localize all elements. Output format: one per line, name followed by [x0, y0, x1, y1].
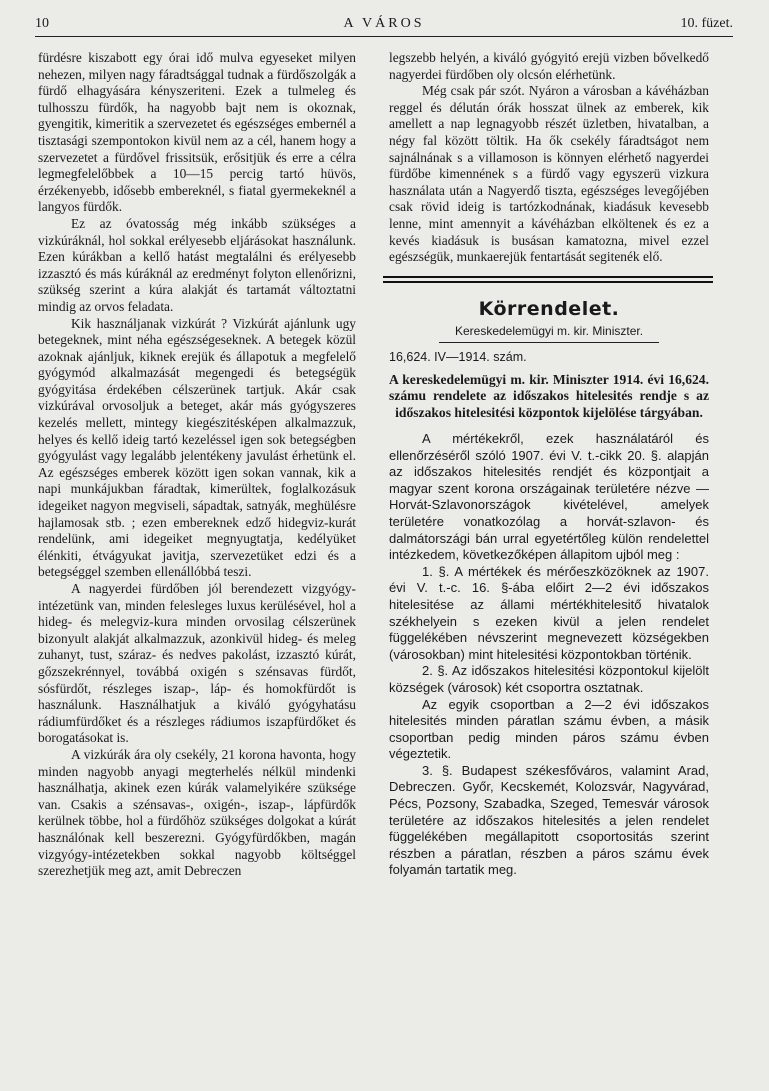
decree-title: Körrendelet.: [478, 297, 620, 320]
journal-title: A VÁROS: [343, 16, 425, 31]
paragraph: Kik használjanak vizkúrát ? Vizkúrát ajánlunk ugy betegeknek, mint néha egészségeseknek. A betegek közül azoknak ajánljuk, kiknek erejük és állapotuk a megfelelő gyógymód alkalmazását megengedi és betegségük gyógyitása érdekében célszerünek tartjuk. Akár csak vizkúrával orvosoljuk a beteget, akár más gyógyszeres kezelés mellett, mintegy kiegészitésképen alkalmazzuk, helyes és kellő ideig tartó kezeléssel igen sok betegségben gyógyulást vagy legalább jelentékeny javulást érhetünk el. Az egészséges emberek között igen sokan vannak, kik a napi munkájukban fáradtak, kimerültek, foglalkozásuk idegeiket nagyon megviseli, sápadtak, satnyák, meghülésre hajlamosak stb. ; ezen embereknek edző hidegviz-kurát rendelünk, ami idegeiket megnyugtatja, kedélyüket élénkiti, étvágyukat javitja, szervezetüket edzi és a betegséggel szemben ellenállóbbá teszi.: [38, 315, 356, 580]
paragraph: Ez az óvatosság még inkább szükséges a vizkúráknál, hol sokkal erélyesebb eljárásokat használunk. Ezen kúrákban a kellő hatást megtalálni és erélyesebb izzasztó és más kúráknál az eredményt folyton ellenőrizni, szükség szerint a kúra alakját és tartamát változtatni mindig az orvos feladata.: [38, 215, 356, 314]
page-number: 10: [35, 16, 49, 31]
decree-paragraph: 1. §. A mértékek és mérőeszközöknek az 1907. évi V. t.-c. 16. §-ába előirt 2—2 évi időszakos hitelesitése az állami mértékhitelesitő hivatalok székhelyein s ezeken kivül a jelen rendelet függelékében névszerint megnevezett községekben (városokban) mint hitelesitési központokban történik.: [389, 563, 709, 662]
left-column: [38, 50, 356, 880]
issue-label: 10. füzet.: [680, 16, 733, 31]
decree-paragraph: 3. §. Budapest székesfőváros, valamint Arad, Debreczen. Győr, Kecskemét, Kolozsvár, Nagyvárad, Pécs, Pozsony, Szabadka, Szeged, Temesvár városok területére az időszakos hitelesités a jelen rendelet függelékében megállapitott csoportositás szerint részben a páratlan, részben a páros számu évek folyamán tartatik meg.: [389, 762, 709, 878]
paragraph: fürdésre kiszabott egy órai idő mulva egyeseket milyen nehezen, milyen nagy fáradtsággal tudnak a fürdőszolgák a fürdő elhagyására kényszeriteni. Ezek a tulmeleg és tulhosszu fürdők, ha nagyobb bajt nem is okoznak, gyengitik, kimeritik a szervezetet és egészséges embernél a tisztasági szempontokon kivül nem az a cél, hanem hogy a szervezetet a fürdővel frissitsük, erősitjük és erre a célra legmegfelelőbbek a 10—15 percig tartó hüvös, érzékenyebb, idősebb embereknél, s fiatal gyermekeknél a langyos fürdők.: [38, 50, 356, 215]
paragraph: legszebb helyén, a kiváló gyógyitó erejü vizben bővelkedő nagyerdei fürdőben oly olcsón elérhetünk.: [389, 50, 709, 82]
decree-paragraph: 2. §. Az időszakos hitelesitési központokul kijelölt községek (városok) két csoportra osztatnak.: [389, 663, 709, 695]
decree-body: [389, 431, 709, 879]
section-divider: [383, 276, 713, 283]
decree-paragraph: Az egyik csoportban a 2—2 évi időszakos hitelesités minden páratlan számu évben, a másik csoportban pedig minden páros számu évben végeztetik.: [389, 696, 709, 762]
paragraph: A nagyerdei fürdőben jól berendezett vizgyógy-intézetünk van, minden felesleges luxus kerülésével, hol a hideg- és melegviz-kura minden orvosilag célszerünek bizonyult alakját alkalmazzuk, azonkivül hideg- és meleg zuhanyt, tust, száraz- és nedves pakolást, izzasztó kúrát, gőzszekrénnyel, továbbá oxigén s szénsavas fürdőt, sósfürdőt, részleges iszap-, láp- és homokfürdőt is használunk. Használhatjuk a kiváló gyógyhatásu rádiumfürdőket és a részleges rádiumos iszapfürdőket és borogatásokat is.: [38, 581, 356, 746]
decree-heading: A kereskedelemügyi m. kir. Miniszter 1914. évi 16,624. számu rendelete az időszakos hitelesités rendje s az időszakos hitelesitési központok kijelölése tárgyában.: [389, 371, 709, 420]
decree-issuer: Kereskedelemügyi m. kir. Miniszter.: [439, 323, 659, 343]
paragraph: A vizkúrák ára oly csekély, 21 korona havonta, hogy minden nagyobb anyagi megterhelés nélkül mindenki használhatja, akinek ezen kúrák valamelyikére szüksége van. Csakis a szénsavas-, oxigén-, iszap-, lápfürdők kerülnek többe, hol a fürdőhöz szükséges dolgokat a kúrát használónak kell beszerezni. Gyógyfürdőkben, magán vizgyógy-intézetekben sokkal nagyobb költséggel szerezhetjük meg azt, amit Debreczen: [38, 746, 356, 879]
decree-paragraph: A mértékekről, ezek használatáról és ellenőrzéséről szóló 1907. évi V. t.-cikk 20. §. alapján az időszakos hitelesités rendjét és központjait a magyar szent korona országainak területére nézve — Horvát-Szlavonországok kivételével, amelyek területére vonatkozólag a horvát-szlavon- és dalmátországi bán urral egyetértőleg külön rendelettel intézkedem, következőképen állapitom ujból meg :: [389, 431, 709, 563]
decree-number: 16,624. IV—1914. szám.: [389, 349, 527, 364]
paragraph: Még csak pár szót. Nyáron a városban a kávéházban reggel és délután órák hosszat ülnek az emberek, kik amellett a nap legnagyobb részét üzletben, hivatalban, a négy fal között töltik. Ha ők csekély fáradtságot nem sajnálnának s a villamoson is könnyen elérhető nagyerdei fürdőbe kimennének s a fürdő vagy egyszerü vizkura használata után a Nagyerdő tiszta, egészséges levegőjében csak rövid ideig is tartózkodnának, kiadásuk kevesebb lenne, mint amennyit a kávéházban elköltenek és ez a kevés kiadásuk is busásan kamatozna, mivel ezzel egészségük, munkaerejük fentartását segitenék elő.: [389, 83, 709, 265]
right-column: [389, 50, 709, 879]
page-header: [35, 14, 733, 37]
